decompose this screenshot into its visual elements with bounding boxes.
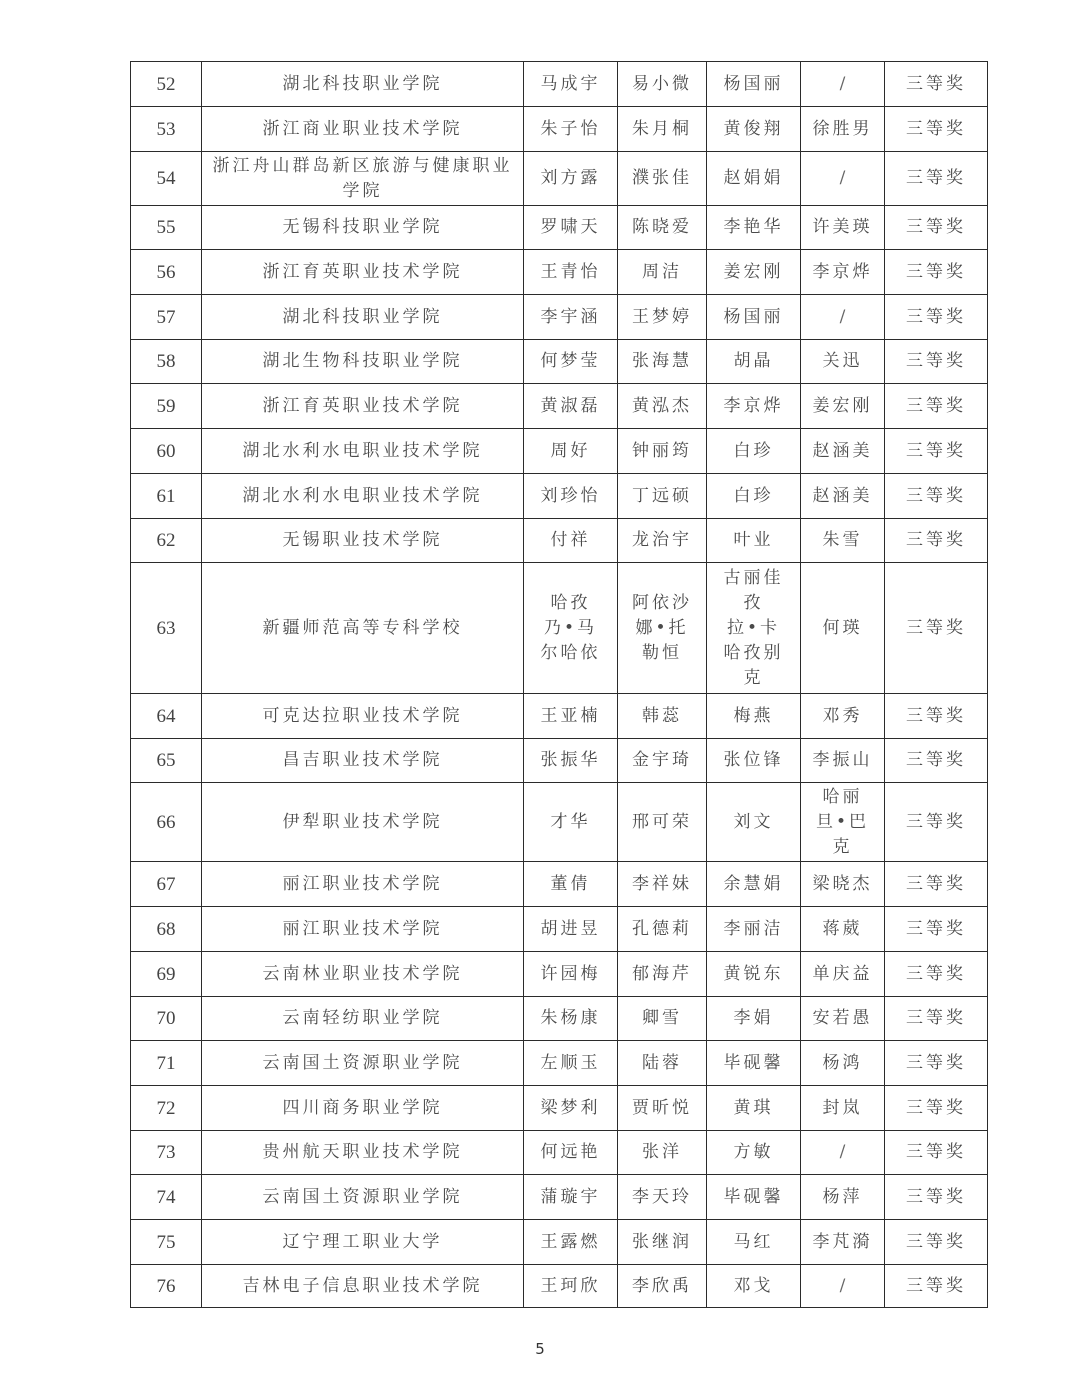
cell-teacher-2: 杨萍 [801, 1175, 885, 1220]
cell-participant-2: 张海慧 [618, 340, 707, 384]
cell-participant-1: 王露燃 [524, 1220, 618, 1265]
cell-teacher-2: 梁晓杰 [801, 862, 885, 907]
cell-participant-2: 易小微 [618, 62, 707, 107]
cell-number: 59 [131, 384, 202, 429]
cell-award: 三等奖 [885, 952, 988, 997]
cell-award: 三等奖 [885, 519, 988, 563]
cell-number: 56 [131, 250, 202, 295]
cell-school: 可克达拉职业技术学院 [202, 694, 524, 739]
cell-participant-2: 李欣禹 [618, 1265, 707, 1308]
cell-teacher-1: 赵娟娟 [707, 152, 801, 206]
cell-teacher-2: / [801, 295, 885, 340]
cell-award: 三等奖 [885, 340, 988, 384]
cell-number: 58 [131, 340, 202, 384]
cell-school: 云南国土资源职业学院 [202, 1175, 524, 1220]
cell-award: 三等奖 [885, 107, 988, 152]
table-row [131, 1265, 988, 1308]
cell-number: 55 [131, 206, 202, 250]
cell-number: 73 [131, 1131, 202, 1175]
table-row [131, 250, 988, 295]
cell-award: 三等奖 [885, 474, 988, 519]
cell-participant-2: 张继润 [618, 1220, 707, 1265]
cell-participant-2: 阿依沙 娜•托 勒恒 [618, 563, 707, 694]
cell-participant-1: 刘珍怡 [524, 474, 618, 519]
cell-participant-1: 付祥 [524, 519, 618, 563]
cell-award: 三等奖 [885, 295, 988, 340]
cell-number: 52 [131, 62, 202, 107]
cell-teacher-1: 李京烨 [707, 384, 801, 429]
awards-table-body [131, 62, 988, 1308]
cell-participant-2: 濮张佳 [618, 152, 707, 206]
table-row [131, 907, 988, 952]
cell-participant-2: 金宇琦 [618, 739, 707, 783]
cell-award: 三等奖 [885, 739, 988, 783]
cell-school: 浙江育英职业技术学院 [202, 384, 524, 429]
cell-award: 三等奖 [885, 907, 988, 952]
cell-award: 三等奖 [885, 997, 988, 1041]
cell-teacher-2: 邓秀 [801, 694, 885, 739]
cell-participant-2: 邢可荣 [618, 783, 707, 862]
cell-number: 66 [131, 783, 202, 862]
cell-school: 湖北水利水电职业技术学院 [202, 429, 524, 474]
cell-number: 64 [131, 694, 202, 739]
cell-school: 吉林电子信息职业技术学院 [202, 1265, 524, 1308]
cell-number: 62 [131, 519, 202, 563]
cell-teacher-2: 朱雪 [801, 519, 885, 563]
cell-award: 三等奖 [885, 862, 988, 907]
cell-teacher-2: / [801, 62, 885, 107]
table-row [131, 1041, 988, 1086]
cell-participant-2: 陈晓爱 [618, 206, 707, 250]
cell-award: 三等奖 [885, 1086, 988, 1131]
cell-teacher-2: 单庆益 [801, 952, 885, 997]
cell-teacher-1: 杨国丽 [707, 295, 801, 340]
cell-participant-2: 郁海芹 [618, 952, 707, 997]
cell-participant-1: 何梦莹 [524, 340, 618, 384]
cell-participant-2: 王梦婷 [618, 295, 707, 340]
cell-participant-2: 钟丽筠 [618, 429, 707, 474]
table-row [131, 519, 988, 563]
cell-award: 三等奖 [885, 1265, 988, 1308]
cell-participant-1: 才华 [524, 783, 618, 862]
cell-participant-1: 黄淑磊 [524, 384, 618, 429]
awards-table [130, 61, 988, 1308]
table-row [131, 429, 988, 474]
cell-teacher-2: 封岚 [801, 1086, 885, 1131]
cell-school: 昌吉职业技术学院 [202, 739, 524, 783]
cell-teacher-1: 黄俊翔 [707, 107, 801, 152]
cell-participant-2: 丁远硕 [618, 474, 707, 519]
cell-number: 67 [131, 862, 202, 907]
cell-award: 三等奖 [885, 206, 988, 250]
cell-number: 54 [131, 152, 202, 206]
cell-award: 三等奖 [885, 1041, 988, 1086]
cell-participant-1: 哈孜 乃•马 尔哈依 [524, 563, 618, 694]
cell-school: 湖北科技职业学院 [202, 295, 524, 340]
cell-school: 辽宁理工职业大学 [202, 1220, 524, 1265]
table-row [131, 152, 988, 206]
cell-teacher-1: 余慧娟 [707, 862, 801, 907]
cell-teacher-1: 邓戈 [707, 1265, 801, 1308]
cell-award: 三等奖 [885, 250, 988, 295]
cell-teacher-1: 张位锋 [707, 739, 801, 783]
cell-school: 贵州航天职业技术学院 [202, 1131, 524, 1175]
cell-number: 76 [131, 1265, 202, 1308]
cell-participant-2: 卿雪 [618, 997, 707, 1041]
page-number: 5 [535, 1340, 545, 1358]
cell-teacher-2: / [801, 152, 885, 206]
cell-participant-1: 朱子怡 [524, 107, 618, 152]
cell-teacher-2: / [801, 1131, 885, 1175]
cell-number: 68 [131, 907, 202, 952]
cell-school: 云南林业职业技术学院 [202, 952, 524, 997]
cell-teacher-1: 方敏 [707, 1131, 801, 1175]
cell-number: 60 [131, 429, 202, 474]
cell-award: 三等奖 [885, 384, 988, 429]
cell-teacher-1: 白珍 [707, 429, 801, 474]
cell-school: 无锡职业技术学院 [202, 519, 524, 563]
cell-number: 71 [131, 1041, 202, 1086]
cell-number: 53 [131, 107, 202, 152]
cell-teacher-2: 许美瑛 [801, 206, 885, 250]
cell-teacher-1: 黄锐东 [707, 952, 801, 997]
cell-teacher-2: 徐胜男 [801, 107, 885, 152]
cell-teacher-1: 杨国丽 [707, 62, 801, 107]
cell-teacher-1: 胡晶 [707, 340, 801, 384]
cell-award: 三等奖 [885, 1131, 988, 1175]
cell-award: 三等奖 [885, 62, 988, 107]
cell-school: 云南国土资源职业学院 [202, 1041, 524, 1086]
cell-teacher-2: 蒋葳 [801, 907, 885, 952]
cell-school: 四川商务职业学院 [202, 1086, 524, 1131]
cell-teacher-2: 赵涵美 [801, 474, 885, 519]
cell-teacher-1: 毕砚馨 [707, 1175, 801, 1220]
cell-award: 三等奖 [885, 783, 988, 862]
cell-participant-1: 梁梦利 [524, 1086, 618, 1131]
table-row [131, 694, 988, 739]
table-row [131, 739, 988, 783]
cell-participant-2: 陆蓉 [618, 1041, 707, 1086]
cell-participant-1: 许园梅 [524, 952, 618, 997]
cell-teacher-1: 古丽佳 孜 拉•卡 哈孜别 克 [707, 563, 801, 694]
table-row [131, 563, 988, 694]
cell-school: 湖北水利水电职业技术学院 [202, 474, 524, 519]
cell-teacher-1: 马红 [707, 1220, 801, 1265]
cell-award: 三等奖 [885, 694, 988, 739]
cell-teacher-1: 李艳华 [707, 206, 801, 250]
cell-participant-1: 何远艳 [524, 1131, 618, 1175]
cell-school: 丽江职业技术学院 [202, 862, 524, 907]
cell-teacher-2: 李芃漪 [801, 1220, 885, 1265]
cell-participant-1: 李宇涵 [524, 295, 618, 340]
cell-number: 63 [131, 563, 202, 694]
cell-teacher-2: 安若愚 [801, 997, 885, 1041]
cell-participant-1: 左顺玉 [524, 1041, 618, 1086]
cell-number: 70 [131, 997, 202, 1041]
cell-participant-2: 黄泓杰 [618, 384, 707, 429]
table-row [131, 62, 988, 107]
cell-number: 69 [131, 952, 202, 997]
cell-teacher-2: 何瑛 [801, 563, 885, 694]
cell-school: 浙江育英职业技术学院 [202, 250, 524, 295]
cell-participant-1: 马成宇 [524, 62, 618, 107]
cell-teacher-2: 李京烨 [801, 250, 885, 295]
cell-number: 72 [131, 1086, 202, 1131]
cell-school: 云南轻纺职业学院 [202, 997, 524, 1041]
cell-teacher-1: 李丽洁 [707, 907, 801, 952]
table-row [131, 997, 988, 1041]
cell-award: 三等奖 [885, 1175, 988, 1220]
cell-participant-1: 蒲璇宇 [524, 1175, 618, 1220]
cell-participant-2: 龙治宇 [618, 519, 707, 563]
cell-teacher-1: 叶业 [707, 519, 801, 563]
cell-participant-1: 周好 [524, 429, 618, 474]
cell-teacher-1: 梅燕 [707, 694, 801, 739]
table-row [131, 952, 988, 997]
cell-teacher-2: 杨鸿 [801, 1041, 885, 1086]
cell-participant-1: 罗啸天 [524, 206, 618, 250]
table-row [131, 862, 988, 907]
cell-award: 三等奖 [885, 429, 988, 474]
cell-participant-2: 贾昕悦 [618, 1086, 707, 1131]
cell-teacher-1: 毕砚馨 [707, 1041, 801, 1086]
cell-participant-1: 胡进昱 [524, 907, 618, 952]
cell-school: 新疆师范高等专科学校 [202, 563, 524, 694]
cell-school: 伊犁职业技术学院 [202, 783, 524, 862]
cell-school: 湖北科技职业学院 [202, 62, 524, 107]
cell-participant-2: 朱月桐 [618, 107, 707, 152]
cell-teacher-1: 李娟 [707, 997, 801, 1041]
cell-participant-2: 周洁 [618, 250, 707, 295]
cell-number: 65 [131, 739, 202, 783]
cell-number: 57 [131, 295, 202, 340]
cell-participant-1: 王亚楠 [524, 694, 618, 739]
cell-award: 三等奖 [885, 563, 988, 694]
cell-participant-2: 韩蕊 [618, 694, 707, 739]
cell-school: 无锡科技职业学院 [202, 206, 524, 250]
cell-participant-1: 王珂欣 [524, 1265, 618, 1308]
cell-teacher-1: 刘文 [707, 783, 801, 862]
table-row [131, 107, 988, 152]
cell-participant-2: 李天玲 [618, 1175, 707, 1220]
cell-teacher-2: 赵涵美 [801, 429, 885, 474]
cell-participant-2: 李祥妹 [618, 862, 707, 907]
cell-school: 浙江商业职业技术学院 [202, 107, 524, 152]
cell-teacher-1: 姜宏刚 [707, 250, 801, 295]
cell-teacher-2: 关迅 [801, 340, 885, 384]
table-row [131, 783, 988, 862]
table-row [131, 1131, 988, 1175]
cell-participant-2: 孔德莉 [618, 907, 707, 952]
cell-teacher-2: 哈丽 旦•巴 克 [801, 783, 885, 862]
table-row [131, 340, 988, 384]
cell-number: 74 [131, 1175, 202, 1220]
cell-school: 浙江舟山群岛新区旅游与健康职业 学院 [202, 152, 524, 206]
cell-participant-1: 张振华 [524, 739, 618, 783]
cell-school: 湖北生物科技职业学院 [202, 340, 524, 384]
cell-award: 三等奖 [885, 152, 988, 206]
table-row [131, 295, 988, 340]
cell-participant-1: 刘方露 [524, 152, 618, 206]
cell-teacher-2: 姜宏刚 [801, 384, 885, 429]
cell-number: 75 [131, 1220, 202, 1265]
table-row [131, 1220, 988, 1265]
cell-school: 丽江职业技术学院 [202, 907, 524, 952]
cell-participant-1: 朱杨康 [524, 997, 618, 1041]
table-row [131, 1086, 988, 1131]
cell-teacher-2: 李振山 [801, 739, 885, 783]
cell-teacher-2: / [801, 1265, 885, 1308]
cell-award: 三等奖 [885, 1220, 988, 1265]
table-row [131, 1175, 988, 1220]
table-row [131, 206, 988, 250]
cell-teacher-1: 黄琪 [707, 1086, 801, 1131]
cell-teacher-1: 白珍 [707, 474, 801, 519]
table-row [131, 384, 988, 429]
table-row [131, 474, 988, 519]
cell-participant-2: 张洋 [618, 1131, 707, 1175]
cell-number: 61 [131, 474, 202, 519]
cell-participant-1: 董倩 [524, 862, 618, 907]
cell-participant-1: 王青怡 [524, 250, 618, 295]
